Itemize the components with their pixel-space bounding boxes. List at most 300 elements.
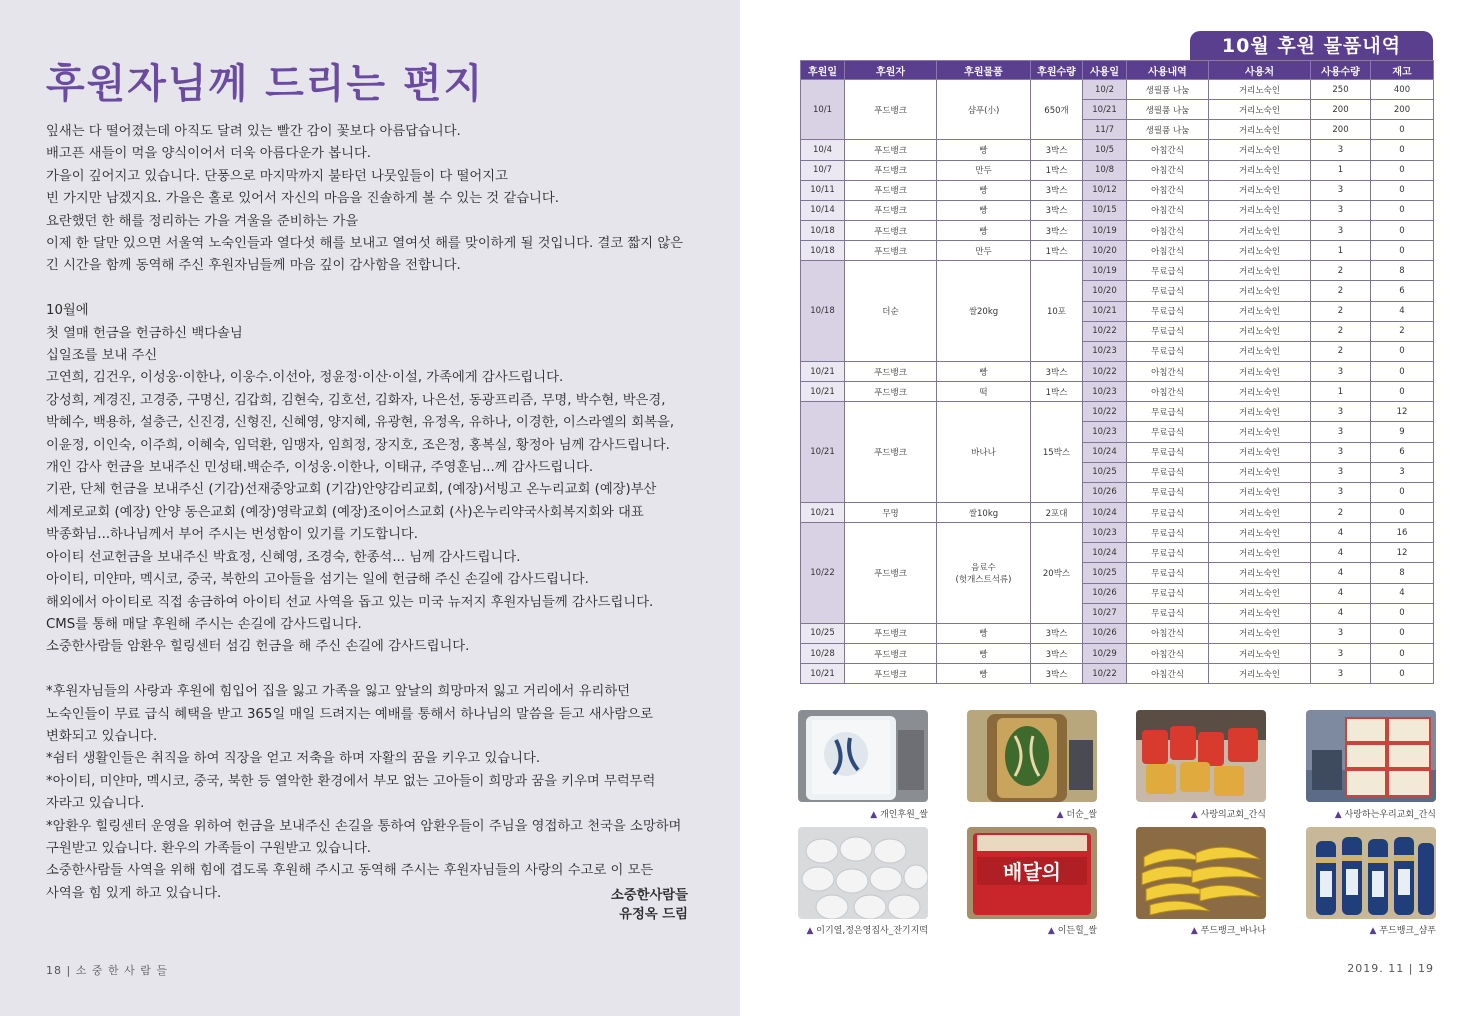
table-cell: 10/22 xyxy=(801,523,845,624)
letter-paragraph: 요란했던 한 해를 정리하는 가을 겨울을 준비하는 가을 xyxy=(46,213,359,229)
table-cell: 무명 xyxy=(845,502,937,522)
table-cell: 푸드뱅크 xyxy=(845,523,937,624)
table-cell: 12 xyxy=(1371,543,1434,563)
table-header-cell: 후원일 xyxy=(801,61,845,80)
table-header-cell: 사용처 xyxy=(1209,61,1311,80)
table-cell: 3박스 xyxy=(1031,664,1083,684)
table-cell: 4 xyxy=(1311,543,1371,563)
triangle-marker-icon: ▲ xyxy=(1369,926,1380,936)
table-cell: 거리노숙인 xyxy=(1209,80,1311,100)
table-cell: 4 xyxy=(1371,301,1434,321)
table-cell: 10/23 xyxy=(1083,422,1127,442)
letter-paragraph: 아이티 선교헌금을 보내주신 박효정, 신혜영, 조경숙, 한종석... 님께 감사드립니다. xyxy=(46,549,521,565)
signature-name: 유정옥 드림 xyxy=(619,907,688,922)
table-cell: 3 xyxy=(1311,422,1371,442)
photo-caption: ▲ 더순_쌀 xyxy=(1056,810,1097,820)
table-cell: 거리노숙인 xyxy=(1209,200,1311,220)
letter-paragraph: 십일조를 보내 주신 xyxy=(46,348,158,364)
donation-photo-snacks xyxy=(1136,710,1266,802)
table-cell: 거리노숙인 xyxy=(1209,220,1311,240)
letter-paragraph-group-3 xyxy=(46,681,686,905)
letter-paragraph: *후원자님들의 사랑과 후원에 힘입어 집을 잃고 가족을 잃고 앞날의 희망마저 잃고 거리에서 유리하던 노숙인들이 무료 급식 혜택을 받고 365일 매일 드려지는 예배를 통해서 하나님의 말씀을 듣고 새사람으로 변화되고 있습니다. xyxy=(46,684,653,744)
table-cell: 무료급식 xyxy=(1127,341,1209,361)
table-cell: 아침간식 xyxy=(1127,664,1209,684)
page-number: 18 xyxy=(46,964,62,977)
table-cell: 3 xyxy=(1311,623,1371,643)
table-cell: 거리노숙인 xyxy=(1209,281,1311,301)
table-cell: 생필품 나눔 xyxy=(1127,120,1209,140)
letter-paragraph: 개인 감사 헌금을 보내주신 민성태.백순주, 이성웅.이한나, 이태규, 주영훈님...께 감사드립니다. xyxy=(46,460,594,476)
table-cell: 0 xyxy=(1371,502,1434,522)
table-cell: 10/26 xyxy=(1083,583,1127,603)
triangle-marker-icon: ▲ xyxy=(1190,926,1201,936)
table-cell: 거리노숙인 xyxy=(1209,321,1311,341)
table-cell: 쌀10kg xyxy=(937,502,1031,522)
table-cell: 거리노숙인 xyxy=(1209,583,1311,603)
table-cell: 1 xyxy=(1311,160,1371,180)
table-cell: 2 xyxy=(1311,281,1371,301)
table-cell: 2 xyxy=(1311,301,1371,321)
table-header-cell: 재고 xyxy=(1371,61,1434,80)
table-cell: 10/18 xyxy=(801,241,845,261)
table-cell: 1 xyxy=(1311,241,1371,261)
table-cell: 거리노숙인 xyxy=(1209,422,1311,442)
table-cell: 아침간식 xyxy=(1127,382,1209,402)
table-cell: 푸드뱅크 xyxy=(845,643,937,663)
table-cell: 10/7 xyxy=(801,160,845,180)
donation-photo-red-bag xyxy=(967,827,1097,919)
table-cell: 3박스 xyxy=(1031,180,1083,200)
table-row xyxy=(801,160,1434,180)
table-cell: 3박스 xyxy=(1031,140,1083,160)
triangle-marker-icon: ▲ xyxy=(1047,926,1058,936)
table-row xyxy=(801,80,1434,100)
table-cell: 3 xyxy=(1311,402,1371,422)
table-cell: 1박스 xyxy=(1031,241,1083,261)
letter-paragraph: 배고픈 새들이 먹을 양식이어서 더욱 아름다운가 봅니다. xyxy=(46,146,372,162)
table-cell: 10/22 xyxy=(1083,664,1127,684)
table-cell: 10/24 xyxy=(1083,502,1127,522)
table-cell: 빵 xyxy=(937,361,1031,381)
table-cell: 0 xyxy=(1371,241,1434,261)
triangle-marker-icon: ▲ xyxy=(806,926,817,936)
page-footer-left: 18 | 소 중 한 사 람 들 xyxy=(46,964,168,977)
table-cell: 0 xyxy=(1371,180,1434,200)
table-cell: 0 xyxy=(1371,623,1434,643)
photo-caption: ▲ 이든힐_쌀 xyxy=(1047,926,1097,936)
table-cell: 0 xyxy=(1371,220,1434,240)
table-cell: 무료급식 xyxy=(1127,482,1209,502)
signature xyxy=(611,886,688,924)
table-cell: 샴푸(小) xyxy=(937,80,1031,140)
table-cell: 거리노숙인 xyxy=(1209,442,1311,462)
page-footer-right: 2019. 11 | 19 xyxy=(1347,962,1434,975)
photo-caption: ▲ 푸드뱅크_바나나 xyxy=(1190,926,1266,936)
table-cell: 10/21 xyxy=(1083,100,1127,120)
table-cell: 거리노숙인 xyxy=(1209,402,1311,422)
table-cell: 10/22 xyxy=(1083,361,1127,381)
table-cell: 10/22 xyxy=(1083,402,1127,422)
table-cell: 아침간식 xyxy=(1127,220,1209,240)
letter-paragraph: 아이티, 미얀마, 멕시코, 중국, 북한의 고아들을 섬기는 일에 헌금해 주신 손길에 감사드립니다. xyxy=(46,572,589,588)
table-cell: 거리노숙인 xyxy=(1209,543,1311,563)
table-cell: 생필품 나눔 xyxy=(1127,100,1209,120)
table-cell: 2 xyxy=(1371,321,1434,341)
table-cell: 10/15 xyxy=(1083,200,1127,220)
table-header-cell: 사용내역 xyxy=(1127,61,1209,80)
table-cell: 0 xyxy=(1371,382,1434,402)
letter-paragraph: 이제 한 달만 있으면 서울역 노숙인들과 열다섯 해를 보내고 열여섯 해를 맞이하게 될 것입니다. 결코 짧지 않은 긴 시간을 함께 동역해 주신 후원자님들께 마음 깊이 감사함을 전합니다. xyxy=(46,236,684,274)
triangle-marker-icon: ▲ xyxy=(870,810,881,820)
table-title: 10월 후원 물품내역 xyxy=(1190,31,1433,61)
table-cell: 빵 xyxy=(937,643,1031,663)
table-cell: 0 xyxy=(1371,160,1434,180)
table-cell: 10/27 xyxy=(1083,603,1127,623)
table-cell: 3 xyxy=(1311,462,1371,482)
table-cell: 거리노숙인 xyxy=(1209,462,1311,482)
table-cell: 0 xyxy=(1371,341,1434,361)
table-cell: 10/20 xyxy=(1083,281,1127,301)
table-cell: 10/2 xyxy=(1083,80,1127,100)
table-cell: 무료급식 xyxy=(1127,543,1209,563)
donation-photo-rice-bag xyxy=(798,710,928,802)
letter-paragraph: CMS를 통해 매달 후원해 주시는 손길에 감사드립니다. xyxy=(46,616,362,632)
table-cell: 1박스 xyxy=(1031,382,1083,402)
table-cell: 3 xyxy=(1311,220,1371,240)
table-cell: 2 xyxy=(1311,502,1371,522)
letter-paragraph: 기관, 단체 헌금을 보내주신 (기감)선재중앙교회 (기감)안양감리교회, (예장)서빙고 온누리교회 (예장)부산 세계로교회 (예장) 안양 동은교회 (예장)영락교회 (예장)조이어스교회 (사)온누리약국사회복지회와 대표 박종화님...하나님께서 부어 주시는 번성함이 있기를 기도합니다. xyxy=(46,482,657,543)
table-cell: 9 xyxy=(1371,422,1434,442)
table-row xyxy=(801,241,1434,261)
table-row xyxy=(801,220,1434,240)
table-row xyxy=(801,402,1434,422)
table-cell: 아침간식 xyxy=(1127,643,1209,663)
table-cell: 3 xyxy=(1311,442,1371,462)
table-cell: 거리노숙인 xyxy=(1209,361,1311,381)
table-cell: 10/18 xyxy=(801,220,845,240)
table-cell: 0 xyxy=(1371,664,1434,684)
table-row xyxy=(801,200,1434,220)
table-cell: 무료급식 xyxy=(1127,321,1209,341)
table-cell: 거리노숙인 xyxy=(1209,664,1311,684)
table-cell: 10/18 xyxy=(801,261,845,362)
table-cell: 3 xyxy=(1311,140,1371,160)
letter-paragraph: *암환우 힐링센터 운영을 위하여 헌금을 보내주신 손길을 통하여 암환우들이 주님을 영접하고 천국을 소망하며 구원받고 있습니다. 환우의 가족들이 구원받고 있습니다. xyxy=(46,818,682,856)
table-cell: 거리노숙인 xyxy=(1209,120,1311,140)
table-cell: 무료급식 xyxy=(1127,583,1209,603)
letter-paragraph: 해외에서 아이티로 직접 송금하여 아이티 선교 사역을 돕고 있는 미국 뉴저지 후원자님들께 감사드립니다. xyxy=(46,594,654,610)
table-header-cell: 사용일 xyxy=(1083,61,1127,80)
table-cell: 10/26 xyxy=(1083,623,1127,643)
table-cell: 16 xyxy=(1371,523,1434,543)
table-cell: 아침간식 xyxy=(1127,140,1209,160)
letter-paragraph: 강성희, 계경진, 고경중, 구명신, 김갑희, 김현숙, 김호선, 김화자, 나은선, 동광프리즘, 무명, 박수현, 박은경, 박혜수, 백용하, 설충근, 신진경, 신형진, 신혜영, 양지혜, 유광현, 유정옥, 유하나, 이경한, 이스라엘의 회복을, 이윤정, 이인숙, 이주희, 이혜숙, 임덕환, 임맹자, 임희정, 장지호, 조은정, 홍복실, 황정아 님께 감사드립니다. xyxy=(46,392,675,453)
letter-paragraph: 소중한사람들 사역을 위해 힘에 겹도록 후원해 주시고 동역해 주시는 후원자님들의 사랑의 수고로 이 모든 사역을 힘 있게 하고 있습니다. xyxy=(46,863,654,901)
table-cell: 무료급식 xyxy=(1127,603,1209,623)
letter-body xyxy=(46,121,686,905)
table-cell: 거리노숙인 xyxy=(1209,643,1311,663)
table-cell: 거리노숙인 xyxy=(1209,623,1311,643)
table-cell: 더순 xyxy=(845,261,937,362)
table-row xyxy=(801,623,1434,643)
letter-paragraph: 고연희, 김건우, 이성웅·이한나, 이웅수.이선아, 정윤정·이산·이설, 가족에게 감사드립니다. xyxy=(46,370,564,386)
table-cell: 200 xyxy=(1311,100,1371,120)
photo-caption: ▲ 푸드뱅크_샴푸 xyxy=(1369,926,1436,936)
table-cell: 3 xyxy=(1311,482,1371,502)
table-cell: 10/12 xyxy=(1083,180,1127,200)
issue-date: 2019. 11 xyxy=(1347,962,1405,975)
table-cell: 3 xyxy=(1371,462,1434,482)
table-cell: 아침간식 xyxy=(1127,241,1209,261)
table-cell: 쌀20kg xyxy=(937,261,1031,362)
table-cell: 10/26 xyxy=(1083,482,1127,502)
table-cell: 10/25 xyxy=(1083,462,1127,482)
triangle-marker-icon: ▲ xyxy=(1190,810,1201,820)
letter-paragraph: *아이티, 미얀마, 멕시코, 중국, 북한 등 열악한 환경에서 부모 없는 고아들이 희망과 꿈을 키우며 무럭무럭 자라고 있습니다. xyxy=(46,773,656,812)
photo-caption: ▲ 개인후원_쌀 xyxy=(870,810,928,820)
table-cell: 10포 xyxy=(1031,261,1083,362)
table-cell: 아침간식 xyxy=(1127,180,1209,200)
donation-photo-rice-cakes xyxy=(798,827,928,919)
table-cell: 4 xyxy=(1311,563,1371,583)
table-cell: 무료급식 xyxy=(1127,301,1209,321)
table-cell: 3박스 xyxy=(1031,643,1083,663)
table-cell: 떡 xyxy=(937,382,1031,402)
table-cell: 만두 xyxy=(937,160,1031,180)
table-cell: 거리노숙인 xyxy=(1209,100,1311,120)
table-cell: 푸드뱅크 xyxy=(845,180,937,200)
table-cell: 거리노숙인 xyxy=(1209,502,1311,522)
letter-paragraph: 소중한사람들 암환우 힐링센터 섬김 헌금을 해 주신 손길에 감사드립니다. xyxy=(46,639,470,655)
table-cell: 3 xyxy=(1311,664,1371,684)
table-cell: 10/11 xyxy=(801,180,845,200)
table-cell: 푸드뱅크 xyxy=(845,140,937,160)
table-cell: 푸드뱅크 xyxy=(845,200,937,220)
table-header-cell: 후원자 xyxy=(845,61,937,80)
table-cell: 6 xyxy=(1371,281,1434,301)
table-cell: 650개 xyxy=(1031,80,1083,140)
table-cell: 4 xyxy=(1311,603,1371,623)
table-cell: 2포대 xyxy=(1031,502,1083,522)
table-cell: 10/21 xyxy=(801,664,845,684)
table-cell: 빵 xyxy=(937,664,1031,684)
table-cell: 거리노숙인 xyxy=(1209,180,1311,200)
table-cell: 생필품 나눔 xyxy=(1127,80,1209,100)
table-cell: 8 xyxy=(1371,261,1434,281)
table-cell: 8 xyxy=(1371,563,1434,583)
letter-paragraph: 잎새는 다 떨어졌는데 아직도 달려 있는 빨간 감이 꽃보다 아름답습니다. xyxy=(46,124,461,139)
table-cell: 10/21 xyxy=(1083,301,1127,321)
table-cell: 15박스 xyxy=(1031,402,1083,503)
table-cell: 0 xyxy=(1371,482,1434,502)
table-cell: 10/21 xyxy=(801,502,845,522)
table-cell: 거리노숙인 xyxy=(1209,261,1311,281)
table-cell: 0 xyxy=(1371,603,1434,623)
table-row xyxy=(801,261,1434,281)
table-cell: 10/19 xyxy=(1083,261,1127,281)
photo-caption: ▲ 사랑의교회_간식 xyxy=(1190,810,1266,820)
table-cell: 10/23 xyxy=(1083,382,1127,402)
table-cell: 빵 xyxy=(937,200,1031,220)
table-cell: 0 xyxy=(1371,361,1434,381)
table-cell: 12 xyxy=(1371,402,1434,422)
table-cell: 10/24 xyxy=(1083,442,1127,462)
triangle-marker-icon: ▲ xyxy=(1056,810,1067,820)
table-cell: 11/7 xyxy=(1083,120,1127,140)
table-cell: 6 xyxy=(1371,442,1434,462)
svg-text:배달의: 배달의 xyxy=(1003,860,1061,884)
table-cell: 10/21 xyxy=(801,382,845,402)
table-cell: 아침간식 xyxy=(1127,361,1209,381)
table-header-cell: 후원물품 xyxy=(937,61,1031,80)
table-cell: 10/4 xyxy=(801,140,845,160)
table-cell: 200 xyxy=(1311,120,1371,140)
table-cell: 0 xyxy=(1371,140,1434,160)
table-cell: 20박스 xyxy=(1031,523,1083,624)
table-cell: 10/20 xyxy=(1083,241,1127,261)
table-cell: 무료급식 xyxy=(1127,462,1209,482)
table-cell: 10/22 xyxy=(1083,321,1127,341)
table-cell: 0 xyxy=(1371,643,1434,663)
letter-paragraph: 첫 열매 헌금을 헌금하신 백다솔님 xyxy=(46,325,243,341)
publication-name: 소 중 한 사 람 들 xyxy=(75,964,168,977)
table-cell: 거리노숙인 xyxy=(1209,382,1311,402)
table-cell: 거리노숙인 xyxy=(1209,301,1311,321)
table-cell: 10/28 xyxy=(801,643,845,663)
table-cell: 푸드뱅크 xyxy=(845,220,937,240)
table-cell: 3박스 xyxy=(1031,200,1083,220)
donation-photo-boxes xyxy=(1306,710,1436,802)
table-row xyxy=(801,502,1434,522)
table-row xyxy=(801,361,1434,381)
table-cell: 만두 xyxy=(937,241,1031,261)
table-cell: 무료급식 xyxy=(1127,422,1209,442)
table-row xyxy=(801,140,1434,160)
photo-caption: ▲ 이기열,정은영집사_잔기지떡 xyxy=(806,926,928,936)
right-page xyxy=(740,0,1480,1016)
table-header-row xyxy=(801,61,1434,80)
table-cell: 3박스 xyxy=(1031,220,1083,240)
table-cell: 4 xyxy=(1311,523,1371,543)
table-cell: 1박스 xyxy=(1031,160,1083,180)
table-cell: 3 xyxy=(1311,200,1371,220)
table-cell: 거리노숙인 xyxy=(1209,341,1311,361)
table-cell: 빵 xyxy=(937,220,1031,240)
table-cell: 10/8 xyxy=(1083,160,1127,180)
table-cell: 무료급식 xyxy=(1127,502,1209,522)
table-cell: 거리노숙인 xyxy=(1209,241,1311,261)
table-header-cell: 후원수량 xyxy=(1031,61,1083,80)
table-cell: 거리노숙인 xyxy=(1209,563,1311,583)
table-cell: 거리노숙인 xyxy=(1209,523,1311,543)
table-cell: 푸드뱅크 xyxy=(845,80,937,140)
table-row xyxy=(801,382,1434,402)
table-cell: 10/24 xyxy=(1083,543,1127,563)
donation-photo-rice-sack xyxy=(967,710,1097,802)
triangle-marker-icon: ▲ xyxy=(1334,810,1345,820)
table-cell: 푸드뱅크 xyxy=(845,361,937,381)
table-cell: 무료급식 xyxy=(1127,442,1209,462)
table-cell: 무료급식 xyxy=(1127,523,1209,543)
letter-title: 후원자님께 드리는 편지 xyxy=(46,61,485,107)
table-cell: 10/14 xyxy=(801,200,845,220)
table-cell: 400 xyxy=(1371,80,1434,100)
table-cell: 푸드뱅크 xyxy=(845,160,937,180)
letter-paragraph-group-1 xyxy=(46,121,686,278)
table-cell: 2 xyxy=(1311,321,1371,341)
table-cell: 아침간식 xyxy=(1127,160,1209,180)
donation-photo-bananas xyxy=(1136,827,1266,919)
table-row xyxy=(801,180,1434,200)
table-cell: 푸드뱅크 xyxy=(845,402,937,503)
table-cell: 250 xyxy=(1311,80,1371,100)
table-cell: 0 xyxy=(1371,120,1434,140)
table-cell: 푸드뱅크 xyxy=(845,241,937,261)
table-cell: 바나나 xyxy=(937,402,1031,503)
table-cell: 2 xyxy=(1311,341,1371,361)
donation-table xyxy=(800,60,1434,684)
table-cell: 빵 xyxy=(937,623,1031,643)
letter-paragraph-group-2 xyxy=(46,300,686,659)
table-cell: 3 xyxy=(1311,180,1371,200)
photo-caption: ▲ 사랑하는우리교회_간식 xyxy=(1334,810,1436,820)
table-cell: 무료급식 xyxy=(1127,281,1209,301)
table-cell: 거리노숙인 xyxy=(1209,603,1311,623)
table-cell: 10/23 xyxy=(1083,523,1127,543)
table-cell: 10/25 xyxy=(801,623,845,643)
table-cell: 4 xyxy=(1371,583,1434,603)
page-number: 19 xyxy=(1418,962,1434,975)
table-cell: 푸드뱅크 xyxy=(845,623,937,643)
table-cell: 3박스 xyxy=(1031,623,1083,643)
table-cell: 빵 xyxy=(937,140,1031,160)
table-cell: 무료급식 xyxy=(1127,563,1209,583)
table-cell: 3박스 xyxy=(1031,361,1083,381)
donation-photo-shampoo xyxy=(1306,827,1436,919)
table-cell: 10/19 xyxy=(1083,220,1127,240)
table-cell: 아침간식 xyxy=(1127,200,1209,220)
table-cell: 10/29 xyxy=(1083,643,1127,663)
table-cell: 10/21 xyxy=(801,402,845,503)
table-cell: 0 xyxy=(1371,200,1434,220)
table-cell: 10/25 xyxy=(1083,563,1127,583)
table-cell: 빵 xyxy=(937,180,1031,200)
table-cell: 거리노숙인 xyxy=(1209,140,1311,160)
table-cell: 2 xyxy=(1311,261,1371,281)
table-cell: 4 xyxy=(1311,583,1371,603)
table-cell: 1 xyxy=(1311,382,1371,402)
table-row xyxy=(801,523,1434,543)
letter-paragraph: *쉼터 생활인들은 취직을 하여 직장을 얻고 저축을 하며 자활의 꿈을 키우고 있습니다. xyxy=(46,751,541,767)
table-cell: 거리노숙인 xyxy=(1209,160,1311,180)
signature-org: 소중한사람들 xyxy=(610,888,688,903)
table-cell: 3 xyxy=(1311,361,1371,381)
table-cell: 거리노숙인 xyxy=(1209,482,1311,502)
table-cell: 아침간식 xyxy=(1127,623,1209,643)
table-cell: 3 xyxy=(1311,643,1371,663)
table-cell: 10/5 xyxy=(1083,140,1127,160)
table-cell: 음료수 (헛개스트석류) xyxy=(937,523,1031,624)
table-cell: 무료급식 xyxy=(1127,261,1209,281)
table-row xyxy=(801,664,1434,684)
table-cell: 10/1 xyxy=(801,80,845,140)
letter-paragraph: 빈 가지만 남겠지요. 가을은 홀로 있어서 자신의 마음을 진솔하게 볼 수 있는 것 같습니다. xyxy=(46,191,559,207)
table-cell: 푸드뱅크 xyxy=(845,382,937,402)
table-header-cell: 사용수량 xyxy=(1311,61,1371,80)
table-cell: 10/23 xyxy=(1083,341,1127,361)
letter-paragraph: 10월에 xyxy=(46,303,89,319)
table-cell: 10/21 xyxy=(801,361,845,381)
